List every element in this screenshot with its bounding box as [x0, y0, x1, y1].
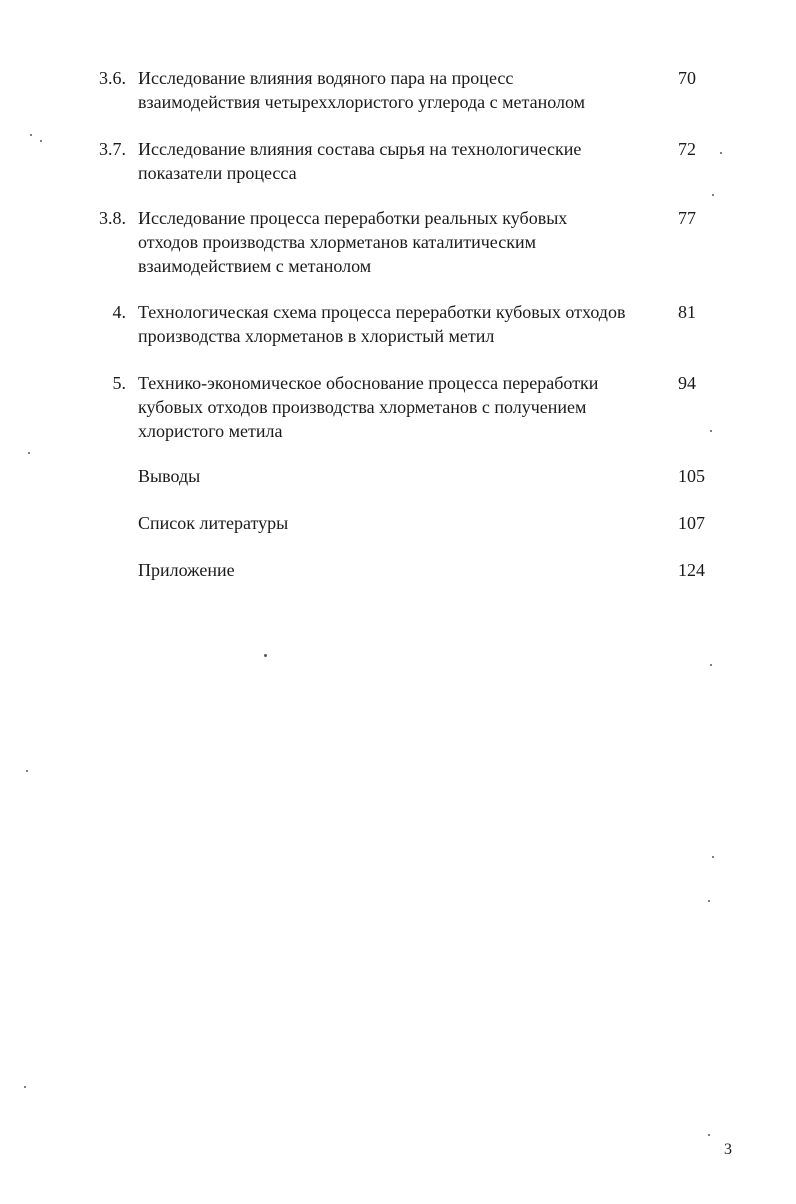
- scan-speck: [712, 856, 714, 858]
- toc-entry-title: Технико-экономическое обоснование процесса переработки кубовых отходов производства хлорметанов с получением хлористого метила: [138, 373, 599, 441]
- toc-entry-page: 94: [678, 373, 696, 393]
- toc-entry-page: 70: [678, 68, 696, 88]
- scan-speck: [712, 194, 714, 196]
- toc-entry-number: 3.6.: [99, 68, 126, 88]
- toc-entry-number: 3.8.: [99, 208, 126, 228]
- scan-speck: [30, 134, 32, 136]
- page-number: 3: [724, 1141, 732, 1158]
- toc-entry-title: Исследование процесса переработки реальных кубовых отходов производства хлорметанов каталитическим взаимодействием с метанолом: [138, 208, 568, 276]
- scan-speck: [26, 770, 28, 772]
- scan-speck: [28, 452, 30, 454]
- toc-entry-page: 77: [678, 208, 696, 228]
- scan-speck: [710, 664, 712, 666]
- scan-speck: [264, 654, 267, 657]
- toc-entry-title: Исследование влияния состава сырья на технологические показатели процесса: [138, 139, 582, 183]
- toc-entry-page: 107: [678, 513, 705, 533]
- toc-entry-title: Выводы: [138, 466, 201, 486]
- toc-entry-page: 81: [678, 302, 696, 322]
- toc-entry-title: Приложение: [138, 560, 235, 580]
- toc-entry-number: 5.: [112, 373, 126, 393]
- scan-speck: [708, 1134, 710, 1136]
- toc-entry-number: 4.: [112, 302, 126, 322]
- scan-speck: [710, 430, 712, 432]
- toc-entry-title: Исследование влияния водяного пара на процесс взаимодействия четыреххлористого углерода с метанолом: [138, 68, 586, 112]
- scan-speck: [24, 1086, 26, 1088]
- toc-entry-page: 72: [678, 139, 696, 159]
- scan-speck: [720, 152, 722, 154]
- scan-speck: [40, 140, 42, 142]
- toc-entry-number: 3.7.: [99, 139, 126, 159]
- toc-entry-title: Список литературы: [138, 513, 289, 533]
- scan-speck: [708, 900, 710, 902]
- toc-entry-page: 124: [678, 560, 705, 580]
- toc-entry-title: Технологическая схема процесса переработки кубовых отходов производства хлорметанов в хлористый метил: [138, 302, 626, 346]
- toc-entry-page: 105: [678, 466, 705, 486]
